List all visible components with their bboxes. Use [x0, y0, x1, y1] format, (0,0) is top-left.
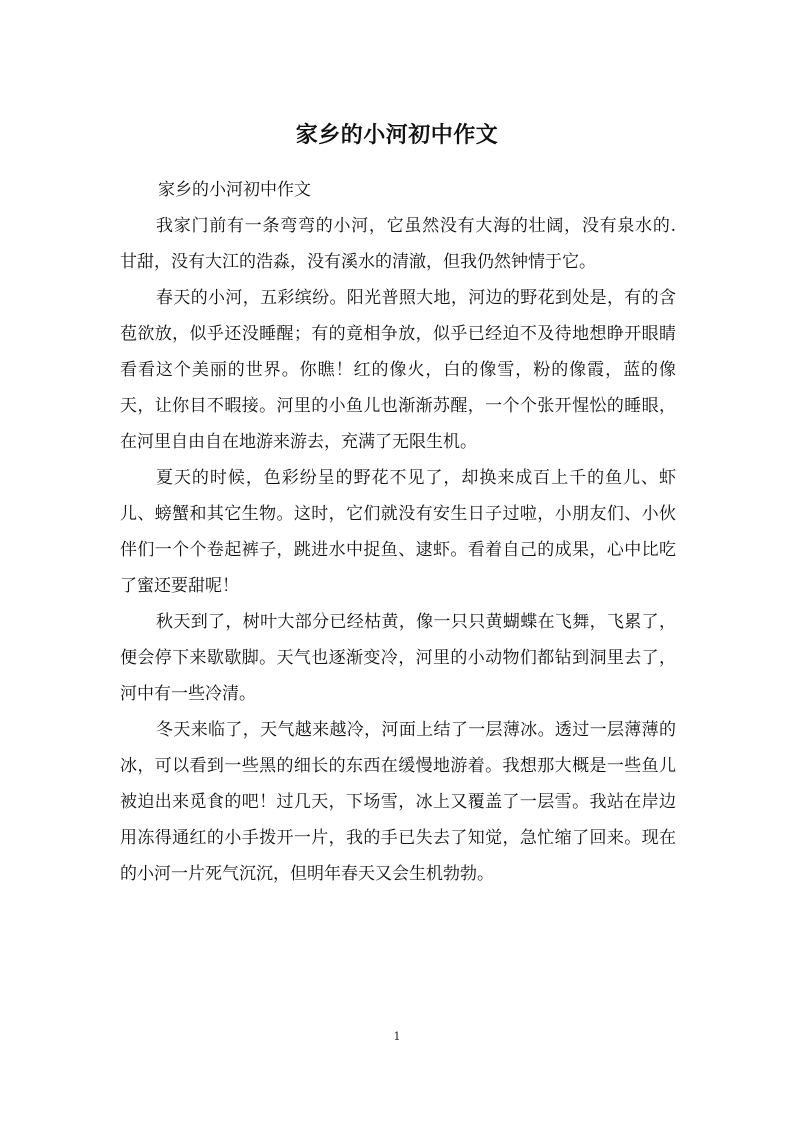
page-number: 1: [393, 1030, 401, 1043]
paragraph-spring: 春天的小河，五彩缤纷。阳光普照大地，河边的野花到处是，有的含苞欲放，似乎还没睡醒；有的竟相争放，似乎已经迫不及待地想睁开眼睛看看这个美丽的世界。你瞧！红的像火，白的像雪，粉的像霞，蓝的像天，让你目不暇接。河里的小鱼儿也渐渐苏醒，一个个张开惺忪的睡眼，在河里自由自在地游来游去，充满了无限生机。: [120, 288, 676, 452]
paragraph-intro: 我家门前有一条弯弯的小河，它虽然没有大海的壮阔，没有泉水的. 甘甜，没有大江的浩淼，没有溪水的清澈，但我仍然钟情于它。: [120, 216, 676, 272]
document-title: 家乡的小河初中作文: [295, 123, 499, 148]
paragraph-winter: 冬天来临了，天气越来越冷，河面上结了一层薄冰。透过一层薄薄的冰，可以看到一些黑的细长的东西在缓慢地游着。我想那大概是一些鱼儿被迫出来觅食的吧！过几天，下场雪，冰上又覆盖了一层雪。我站在岸边用冻得通红的小手拨开一片，我的手已失去了知觉，急忙缩了回来。现在的小河一片死气沉沉，但明年春天又会生机勃勃。: [120, 720, 676, 884]
paragraph-autumn: 秋天到了，树叶大部分已经枯黄，像一只只黄蝴蝶在飞舞，飞累了，便会停下来歇歇脚。天气也逐渐变冷，河里的小动物们都钻到洞里去了，河中有一些冷清。: [120, 612, 676, 704]
document-body: [120, 172, 676, 892]
paragraph-summer: 夏天的时候，色彩纷呈的野花不见了，却换来成百上千的鱼儿、虾儿、螃蟹和其它生物。这时，它们就没有安生日子过啦，小朋友们、小伙伴们一个个卷起裤子，跳进水中捉鱼、逮虾。看着自己的成果，心中比吃了蜜还要甜呢！: [120, 468, 676, 596]
paragraph-subtitle: 家乡的小河初中作文: [158, 180, 311, 200]
